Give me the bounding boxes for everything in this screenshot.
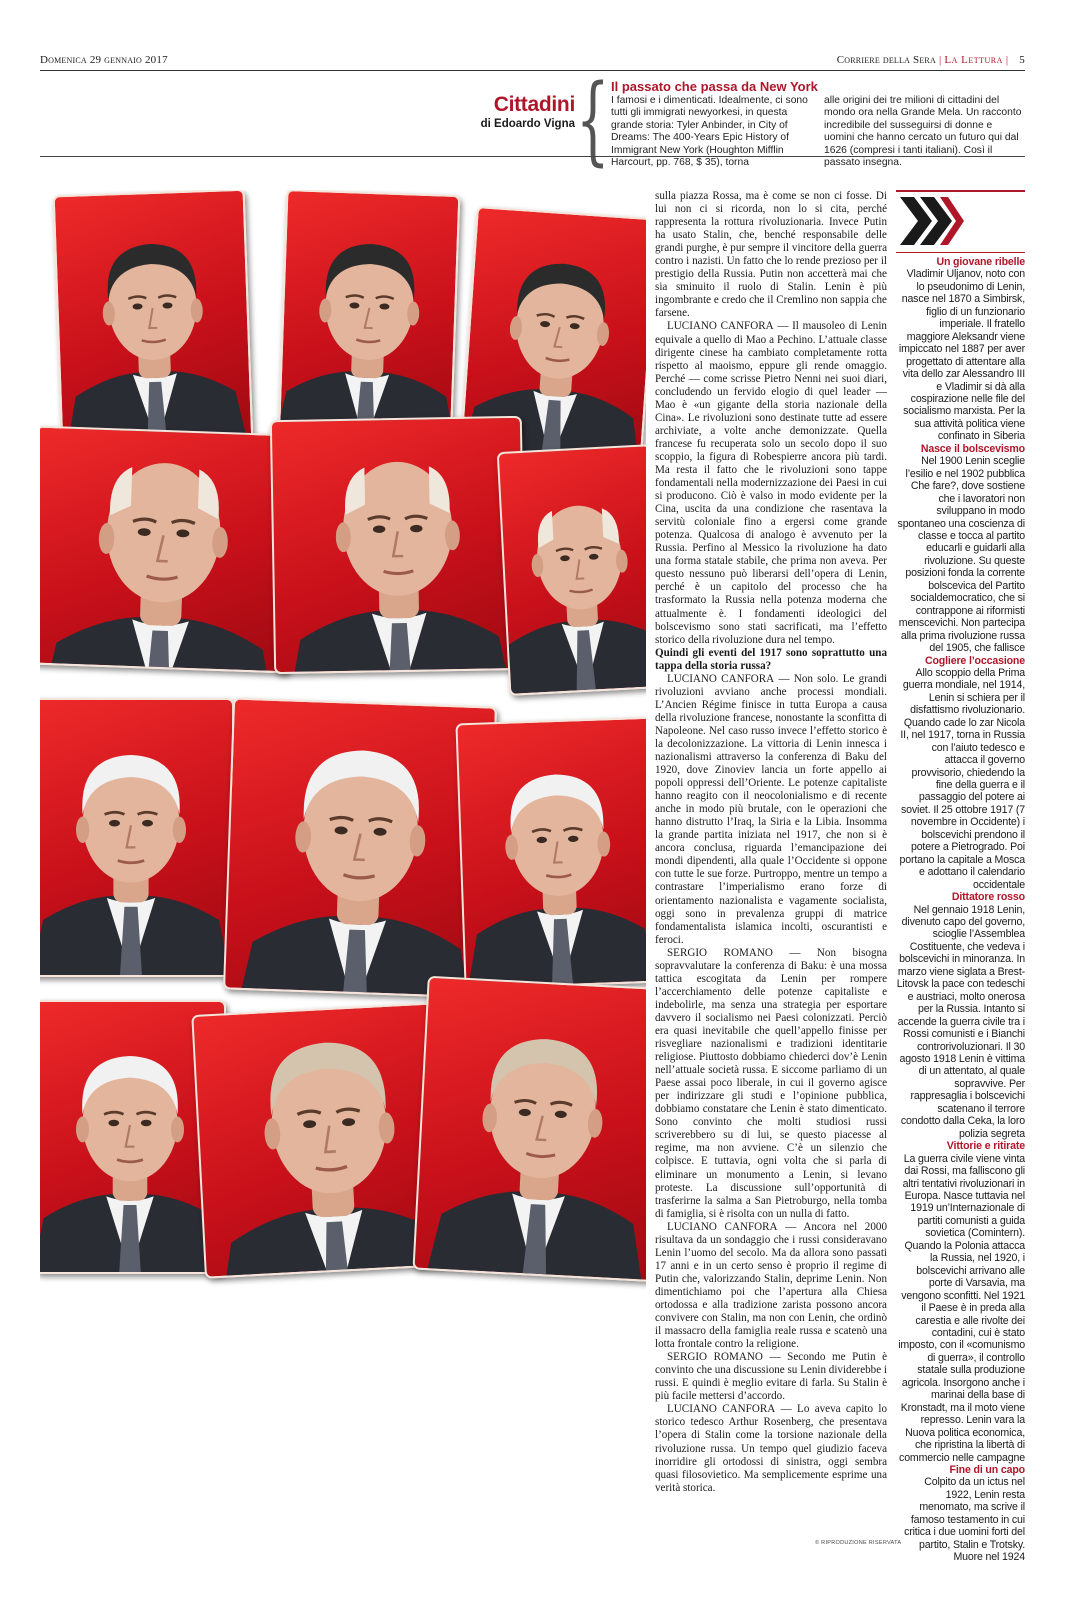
sidebar-text: Nel gennaio 1918 Lenin, divenuto capo del governo, scioglie l’Assemblea Costituente, che vedeva i bolscevichi in minoranza. In marzo viene siglata a Brest-Litovsk la pace con tedeschi e austriaci, molto onerosa per la Russia. Intanto si accende la guerra civile tra i Rossi comunisti e i Bianchi controrivoluzionari. Il 30 agosto 1918 Lenin è vittima di un attentato, al quale sopravvive. Per rappresaglia i bolscevichi scatenano il terrore condotto dalla Ceka, la loro polizia segreta — [896, 903, 1025, 1140]
paragraph-text: — Il mausoleo di Lenin equivale a quello di Mao a Pechino. L’attuale classe dirigente cinese ha cambiato completamente rotta rispetto al maoismo, eppure gli rende omaggio. Perché — come scrisse Pietro Nenni nei suoi diari, concludendo un fervido elogio di quel leader — Mao è «un gigante della storia nazionale della Cina». Le rivoluzioni sono destinate tutte ad essere archiviate, a volte anche demonizzate. Quella francese fu recuperata solo un secolo dopo il suo scoppio, la figura di Robespierre ancora più tardi. Ma resta il fatto che le rivoluzioni sono tappe fondamentali nella modernizzazione dei Paesi in cui si producono. Ciò è valso in modo evidente per la Cina, uscita da una condizione che rasentava la servitù coloniale fino a ergersi come grande potenza. Qualcosa di analogo è avvenuto per la Russia. Perfino al Messico la rivoluzione ha dato una forma statale stabile, che prima non aveva. Per questo nessuno può liberarsi dell’opera di Lenin, perché è un capitolo del processo che ha trasformato la Russia nella potenza moderna che attualmente è. I fondamenti ideologici del bolscevismo sono stati sacrificati, ma l’effetto storico della rivoluzione dura nel tempo. — [655, 320, 887, 646]
header-rule — [40, 70, 1025, 71]
column-text-1: I famosi e i dimenticati. Idealmente, ci sono tutti gli immigrati newyorkesi, in questa grande storia: Tyler Anbinder, in City of Dreams: The 400-Years Epic History of Immigrant New York (Houghton Mifflin Harcourt, pp. 768, $ 35), torna — [611, 95, 808, 169]
copyright: © RIPRODUZIONE RISERVATA — [815, 1540, 902, 1546]
lenin-timeline-sidebar — [896, 256, 1025, 1564]
issue-date: Domenica 29 gennaio 2017 — [40, 54, 168, 66]
portrait-card — [278, 190, 461, 449]
speaker-name: SERGIO ROMANO — [667, 946, 773, 959]
sidebar-heading: Cogliere l’occasione — [924, 654, 1025, 667]
sidebar-text: Colpito da un ictus nel 1922, Lenin resta menomato, ma scrive il famoso testamento in cui critica i due uomini forti del partito, Stalin e Trotsky. Muore nel 1924 — [904, 1476, 1025, 1564]
article-paragraph — [655, 190, 887, 320]
portrait-card — [412, 976, 646, 1282]
portrait-figure-icon — [280, 191, 459, 447]
speaker-name: SERGIO ROMANO — [667, 1351, 763, 1364]
interview-question: Quindi gli eventi del 1917 sono soprattutto una tappa della storia russa? — [655, 646, 887, 672]
portrait-card — [53, 190, 254, 449]
article-paragraph — [655, 947, 887, 1221]
section-rule — [40, 156, 1025, 157]
speaker-name: LUCIANO CANFORA — [667, 320, 774, 333]
separator: | — [1005, 54, 1009, 66]
sidebar-text: La guerra civile viene vinta dai Rossi, ma falliscono gli altri tentativi rivoluzionari in Europa. Nasce tuttavia nel 1919 un’Internazionale di partiti comunisti a guida sovietica (Comintern). Quando la Polonia attacca la Russia, nel 1920, i bolscevichi arrivano alle porte di Varsavia, ma vengono sconfitti. Nel 1921 il Paese è in preda alla carestia e alle rivolte dei contadini, cui è stato imposto, con il «comunismo di guerra», il controllo statale sulla produzione agricola. Insorgono anche i marinai della base di Kronstadt, ma il moto viene represso. Lenin vara la Nuova politica economica, che ripristina la libertà di commercio nelle campagne — [898, 1152, 1025, 1464]
section-name: La Lettura — [944, 54, 1003, 66]
portrait-figure-icon — [415, 978, 646, 1280]
chevron-arrows-icon — [898, 195, 964, 247]
paragraph-text: — Non bisogna sopravvalutare la conferenza di Baku: è una mossa tattica escogitata da Lenin per rompere l’accerchiamento delle potenze capitaliste e indebolirle, ma senza una strategia per esportare davvero il socialismo nei Paesi colonizzati. Perciò era quasi inevitabile che quell’appello finisse per risvegliare nazionalismi e tradizioni identitarie religiose. Piuttosto dobbiamo chiederci dov’è Lenin nell’attuale società russa. E siccome parliamo di un Paese assai poco liberale, in cui il governo agisce per indirizzare gli studi e l’opinione pubblica, dobbiamo constatare che Lenin è stato dimenticato. Sono convinto che molti studiosi russi scriverebbero su di lui, se questo piacesse al regime, ma non avviene. C’è un silenzio che colpisce. E tuttavia, ogni volta che si parla di eliminare un monumento a Lenin, si levano proteste. La discussione sull’opportunità di trasferirne la salma a San Pietroburgo, nella tomba di famiglia, si è risolta con un nulla di fatto. — [655, 946, 887, 1220]
paragraph-text: — Ancora nel 2000 risultava da un sondaggio che i russi consideravano Lenin l’uomo del secolo. Ma da allora sono passati 17 anni e in un certo senso è proprio il regime di Putin che, valorizzando Stalin, deprime Lenin. Non dimentichiamo poi che l’apertura alla Chiesa ortodossa e alla tradizione zarista possono ancora convivere con Stalin, ma non con Lenin, che ordinò il massacro della famiglia reale russa e scatenò una lotta frontale contro la religione. — [655, 1220, 887, 1351]
portrait-collage — [40, 190, 646, 1550]
separator: | — [938, 54, 942, 66]
portrait-figure-icon — [272, 418, 524, 672]
speaker-name: LUCIANO CANFORA — [667, 1403, 776, 1416]
article-paragraph — [655, 320, 887, 646]
sidebar-heading: Nasce il bolscevismo — [920, 442, 1025, 455]
paragraph-text: sulla piazza Rossa, ma è come se non ci fosse. Di lui non ci si ricorda, non lo si cita, perché rappresenta la rottura rivoluzionaria. Invece Putin ha usato Stalin, che, benché responsabile delle grandi purghe, è pur sempre il vincitore della guerra contro i nazisti. Un fatto che lo rende prezioso per il prestigio della Russia. Putin non accetterà mai che sia sminuito il ruolo di Stalin. Lenin è più ingombrante e credo che il Cremlino non sappia che farsene. — [655, 190, 887, 320]
column-headline: Il passato che passa da New York — [611, 79, 818, 94]
sidebar-heading: Vittorie e ritirate — [946, 1140, 1025, 1153]
column-title: Cittadini — [493, 93, 575, 116]
column-label — [470, 93, 575, 131]
masthead — [837, 54, 1025, 66]
portrait-card — [40, 426, 298, 674]
portrait-card — [497, 444, 646, 696]
portrait-figure-icon — [40, 428, 296, 672]
column-text-2: alle origini dei tre milioni di cittadini del mondo ora nella Grande Mela. Un racconto incredibile del susseguirsi di donne e uomini che hanno cercato un futuro qui dal 1626 (compresi i tanti italiani). Così il passato insegna. — [824, 95, 1022, 169]
article-paragraph — [655, 673, 887, 947]
paragraph-text: — Secondo me Putin è convinto che una discussione su Lenin dividerebbe i russi. E quindi è meglio evitare di farla. Su Stalin è più facile mettersi d’accordo. — [655, 1351, 887, 1403]
portrait-figure-icon — [55, 191, 252, 447]
sidebar-heading: Dittatore rosso — [951, 891, 1025, 904]
page-number: 5 — [1019, 54, 1025, 66]
newspaper-name: Corriere della Sera — [836, 54, 936, 66]
sidebar-text: Vladimir Uljanov, noto con lo pseudonimo di Lenin, nasce nel 1870 a Simbirsk, figlio di un funzionario imperiale. Il fratello maggiore Aleksandr viene impiccato nel 1887 per aver progettato di attentare alla vita dello zar Alessandro III e Vladimir si dà alla cospirazione nelle file del socialismo marxista. Per la sua attività politica viene confinato in Siberia — [898, 268, 1025, 443]
speaker-name: LUCIANO CANFORA — [667, 1220, 778, 1233]
sidebar-text: Nel 1900 Lenin sceglie l’esilio e nel 1902 pubblica Che fare?, dove sostiene che i lavoratori non sviluppano in modo spontaneo una coscienza di classe e tocca al partito educarli e guidarli alla rivoluzione. Su queste posizioni fonda la corrente bolscevica del Partito socialdemocratico, che si contrappone ai riformisti menscevichi. Non partecipa alla prima rivoluzione russa del 1905, che fallisce — [897, 455, 1025, 655]
sidebar-text: Allo scoppio della Prima guerra mondiale, nel 1914, Lenin si schiera per il disfattismo rivoluzionario. Quando cade lo zar Nicola II, nel 1917, torna in Russia con l’aiuto tedesco e attacca il governo provvisorio, chiedendo la fine della guerra e il passaggio del potere ai soviet. Il 25 ottobre 1917 (7 novembre in Occidente) i bolscevichi prendono il potere a Pietrogrado. Poi portano la capitale a Mosca e adottano il calendario occidentale — [899, 666, 1025, 891]
article-body — [655, 190, 887, 1495]
page-header — [40, 54, 1025, 68]
article-paragraph — [655, 1221, 887, 1351]
brace-ornament: { — [576, 64, 610, 176]
portrait-figure-icon — [457, 719, 646, 988]
sidebar-rule — [896, 252, 1025, 253]
article-paragraph — [655, 1403, 887, 1494]
paragraph-text: — Non solo. Le grandi rivoluzioni avviano anche processi mondiali. L’Ancien Régime finisce in tutta Europa a causa della rivoluzione francese, nonostante la sconfitta di Napoleone. Nel caso russo invece l’effetto storico è la decolonizzazione. La vittoria di Lenin innesca i nazionalismi attraverso la conferenza di Baku del 1920, dove Zinoviev lancia un forte appello ai popoli oppressi dell’Oriente. Le potenze capitaliste hanno reagito con il neocolonialismo e di recente anche in modo più brutale, con le operazioni che hanno distrutto l’Iraq, la Siria e la Libia. Insomma la grande partita iniziata nel 1917, che non si è ancora conclusa, riguarda l’emancipazione dei mondi dipendenti, alla quale l’Occidente si oppone con tutte le sue forze. Purtroppo, mentre un tempo a contrastare l’imperialismo erano forze di orientamento nazionalista e vagamente socialista, oggi sono in prevalenza gruppi di matrice fondamentalista islamica incolti, oscurantisti e feroci. — [655, 672, 887, 946]
portrait-card — [270, 416, 526, 674]
article-paragraph — [655, 1351, 887, 1403]
sidebar-top-rule — [896, 190, 1025, 192]
portrait-figure-icon — [499, 446, 646, 694]
sidebar-heading: Fine di un capo — [949, 1463, 1025, 1476]
portrait-figure-icon — [225, 700, 495, 997]
speaker-name: LUCIANO CANFORA — [667, 672, 775, 685]
portrait-figure-icon — [40, 700, 232, 975]
portrait-card — [455, 717, 646, 990]
sidebar-heading: Un giovane ribelle — [936, 256, 1025, 268]
column-author: di Edoardo Vigna — [480, 118, 575, 130]
paragraph-text: — Lo aveva capito lo storico tedesco Arthur Rosenberg, che presentava l’opera di Stalin come la torsione nazionale della rivoluzione russa. Un tempo quel giudizio faceva inorridire gli ortodossi di sinistra, oggi sembra quasi filosovietico. Ma semplicemente esprime una verità storica. — [655, 1403, 887, 1494]
portrait-card — [40, 698, 234, 977]
